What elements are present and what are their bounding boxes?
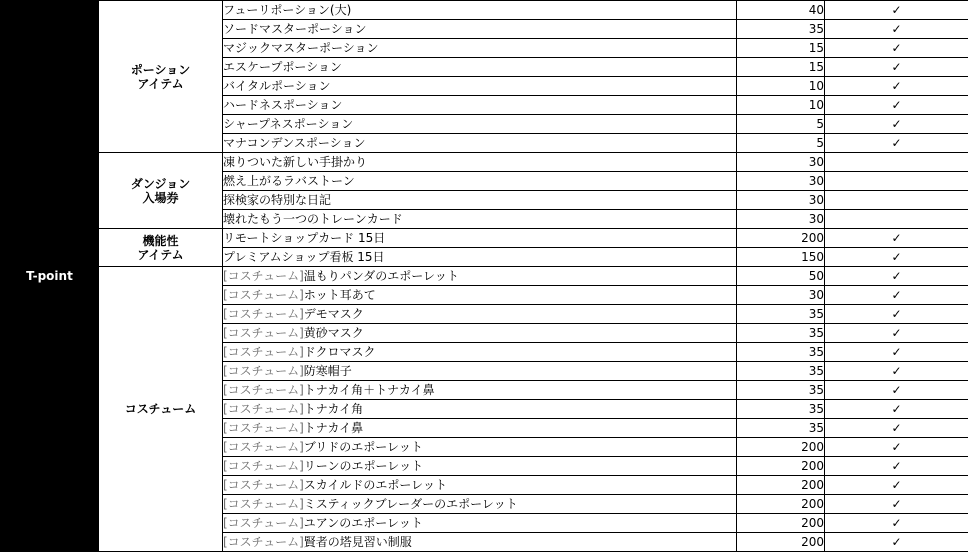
check-mark-icon: ✓ (891, 478, 902, 492)
category-label-line: コスチューム (124, 402, 197, 416)
item-points: 200 (737, 229, 825, 248)
item-check-cell (825, 1, 968, 20)
item-name: 探検家の特別な日記 (223, 193, 332, 207)
item-name: 賢者の塔見習い制服 (303, 535, 412, 549)
category-label-line: アイテム (137, 247, 184, 262)
item-name-cell (223, 438, 737, 457)
item-points: 30 (737, 172, 825, 191)
item-name-cell (223, 381, 737, 400)
item-name-prefix: [コスチューム] (223, 440, 304, 454)
item-check-cell (825, 153, 968, 172)
item-name-cell (223, 1, 737, 20)
item-name: トナカイ鼻 (303, 421, 364, 435)
item-name: フューリポーション(大) (223, 3, 352, 17)
item-check-cell (825, 286, 968, 305)
check-mark-icon: ✓ (891, 288, 902, 302)
check-mark-icon: ✓ (891, 79, 902, 93)
item-check-cell (825, 191, 968, 210)
item-name-prefix: [コスチューム] (223, 307, 304, 321)
item-name-prefix: [コスチューム] (223, 535, 304, 549)
item-points: 30 (737, 191, 825, 210)
item-name: 壊れたもう一つのトレーンカード (223, 212, 403, 226)
item-points: 150 (737, 248, 825, 267)
item-name: ハードネスポーション (223, 98, 343, 112)
item-check-cell (825, 172, 968, 191)
item-check-cell (825, 267, 968, 286)
item-name-cell (223, 533, 737, 552)
check-mark-icon: ✓ (891, 269, 902, 283)
item-points: 5 (737, 115, 825, 134)
check-mark-icon: ✓ (891, 250, 902, 264)
table-row (1, 1, 968, 20)
item-name-prefix: [コスチューム] (223, 421, 304, 435)
item-check-cell (825, 229, 968, 248)
item-name-cell (223, 96, 737, 115)
item-check-cell (825, 381, 968, 400)
item-points: 35 (737, 419, 825, 438)
item-name: 凍りついた新しい手掛かり (223, 155, 368, 169)
item-name-prefix: [コスチューム] (223, 269, 304, 283)
item-points: 50 (737, 267, 825, 286)
check-mark-icon: ✓ (891, 98, 902, 112)
item-check-cell (825, 343, 968, 362)
item-points: 40 (737, 1, 825, 20)
item-name: 防寒帽子 (303, 364, 352, 378)
item-name-cell (223, 39, 737, 58)
item-points: 200 (737, 438, 825, 457)
item-name-cell (223, 229, 737, 248)
table-row (1, 229, 968, 248)
item-points: 10 (737, 77, 825, 96)
item-name-cell (223, 77, 737, 96)
item-points: 30 (737, 153, 825, 172)
item-name: ドクロマスク (303, 345, 376, 359)
item-points: 35 (737, 362, 825, 381)
item-points: 10 (737, 96, 825, 115)
item-name-prefix: [コスチューム] (223, 326, 304, 340)
item-points: 30 (737, 210, 825, 229)
check-mark-icon: ✓ (891, 364, 902, 378)
item-name-cell (223, 191, 737, 210)
item-name-cell (223, 172, 737, 191)
item-name-cell (223, 115, 737, 134)
check-mark-icon: ✓ (891, 345, 902, 359)
item-name-cell (223, 134, 737, 153)
check-mark-icon: ✓ (891, 459, 902, 473)
item-check-cell (825, 476, 968, 495)
category-label-line: ダンジョン (130, 176, 191, 191)
item-name-cell (223, 419, 737, 438)
category-cell (99, 1, 223, 153)
check-mark-icon: ✓ (891, 326, 902, 340)
item-name-cell (223, 400, 737, 419)
check-mark-icon: ✓ (891, 136, 902, 150)
item-name: ホット耳あて (303, 288, 376, 302)
check-mark-icon: ✓ (891, 117, 902, 131)
item-check-cell (825, 324, 968, 343)
item-name: ソードマスターポーション (223, 22, 367, 36)
check-mark-icon: ✓ (891, 535, 902, 549)
item-points: 200 (737, 476, 825, 495)
item-name: マジックマスターポーション (223, 41, 379, 55)
category-cell (99, 229, 223, 267)
item-name-prefix: [コスチューム] (223, 516, 304, 530)
side-label-tpoint: T-point (1, 1, 99, 552)
item-name: 温もりパンダのエポーレット (303, 269, 459, 283)
item-name-cell (223, 58, 737, 77)
item-points: 35 (737, 20, 825, 39)
table-row (1, 267, 968, 286)
item-name-cell (223, 210, 737, 229)
item-name-cell (223, 362, 737, 381)
item-name: ユアンのエポーレット (303, 516, 423, 530)
item-check-cell (825, 495, 968, 514)
item-name-prefix: [コスチューム] (223, 402, 304, 416)
item-points: 35 (737, 343, 825, 362)
item-name-prefix: [コスチューム] (223, 459, 304, 473)
item-check-cell (825, 362, 968, 381)
item-name: ミスティックブレーダーのエポーレット (303, 497, 518, 511)
item-points: 200 (737, 457, 825, 476)
item-points: 35 (737, 381, 825, 400)
item-name: シャープネスポーション (223, 117, 354, 131)
item-points: 200 (737, 533, 825, 552)
item-name-cell (223, 324, 737, 343)
item-points: 15 (737, 58, 825, 77)
check-mark-icon: ✓ (891, 22, 902, 36)
item-name-cell (223, 343, 737, 362)
item-check-cell (825, 210, 968, 229)
item-name-prefix: [コスチューム] (223, 345, 304, 359)
item-name-cell (223, 514, 737, 533)
item-check-cell (825, 514, 968, 533)
item-name-cell (223, 267, 737, 286)
item-check-cell (825, 438, 968, 457)
item-check-cell (825, 58, 968, 77)
item-check-cell (825, 305, 968, 324)
item-points: 200 (737, 514, 825, 533)
item-name-cell (223, 476, 737, 495)
category-cell (99, 267, 223, 552)
item-name: リモートショップカード 15日 (223, 231, 386, 245)
item-name-cell (223, 286, 737, 305)
item-name-prefix: [コスチューム] (223, 383, 304, 397)
item-name-cell (223, 305, 737, 324)
item-name: トナカイ角＋トナカイ鼻 (303, 383, 435, 397)
item-name-cell (223, 248, 737, 267)
item-name-prefix: [コスチューム] (223, 364, 304, 378)
item-name: エスケープポーション (223, 60, 342, 74)
item-name: リーンのエポーレット (303, 459, 424, 473)
item-name: 燃え上がるラバストーン (223, 174, 355, 188)
item-name: 黄砂マスク (303, 326, 364, 340)
check-mark-icon: ✓ (891, 60, 902, 74)
item-name-prefix: [コスチューム] (223, 288, 304, 302)
check-mark-icon: ✓ (891, 383, 902, 397)
item-points: 35 (737, 305, 825, 324)
check-mark-icon: ✓ (891, 440, 902, 454)
item-name-cell (223, 495, 737, 514)
check-mark-icon: ✓ (891, 41, 902, 55)
item-check-cell (825, 400, 968, 419)
check-mark-icon: ✓ (891, 402, 902, 416)
item-check-cell (825, 457, 968, 476)
check-mark-icon: ✓ (891, 497, 902, 511)
category-label-line: 機能性 (142, 233, 179, 248)
item-name-prefix: [コスチューム] (223, 497, 304, 511)
check-mark-icon: ✓ (891, 231, 902, 245)
item-name: バイタルポーション (223, 79, 331, 93)
item-points: 30 (737, 286, 825, 305)
item-points: 35 (737, 400, 825, 419)
category-cell (99, 153, 223, 229)
item-name-cell (223, 457, 737, 476)
item-check-cell (825, 419, 968, 438)
item-points: 15 (737, 39, 825, 58)
category-label-line: アイテム (137, 76, 184, 91)
category-label-line: 入場券 (142, 190, 179, 205)
item-name-cell (223, 153, 737, 172)
item-name: ブリドのエポーレット (303, 440, 423, 454)
item-check-cell (825, 533, 968, 552)
item-check-cell (825, 77, 968, 96)
item-check-cell (825, 20, 968, 39)
item-check-cell (825, 134, 968, 153)
table-body (1, 1, 968, 552)
item-name-cell (223, 20, 737, 39)
item-name: スカイルドのエポーレット (303, 478, 448, 492)
item-name: マナコンデンスポーション (223, 136, 366, 150)
item-name-prefix: [コスチューム] (223, 478, 304, 492)
check-mark-icon: ✓ (891, 516, 902, 530)
table-row (1, 153, 968, 172)
item-points: 35 (737, 324, 825, 343)
item-check-cell (825, 96, 968, 115)
item-name: デモマスク (303, 307, 364, 321)
item-points: 200 (737, 495, 825, 514)
item-check-cell (825, 248, 968, 267)
item-points: 5 (737, 134, 825, 153)
check-mark-icon: ✓ (891, 3, 902, 17)
check-mark-icon: ✓ (891, 307, 902, 321)
item-check-cell (825, 115, 968, 134)
item-name: プレミアムショップ看板 15日 (223, 250, 385, 264)
item-name: トナカイ角 (303, 402, 364, 416)
item-check-cell (825, 39, 968, 58)
category-label-line: ポーション (130, 62, 191, 77)
check-mark-icon: ✓ (891, 421, 902, 435)
